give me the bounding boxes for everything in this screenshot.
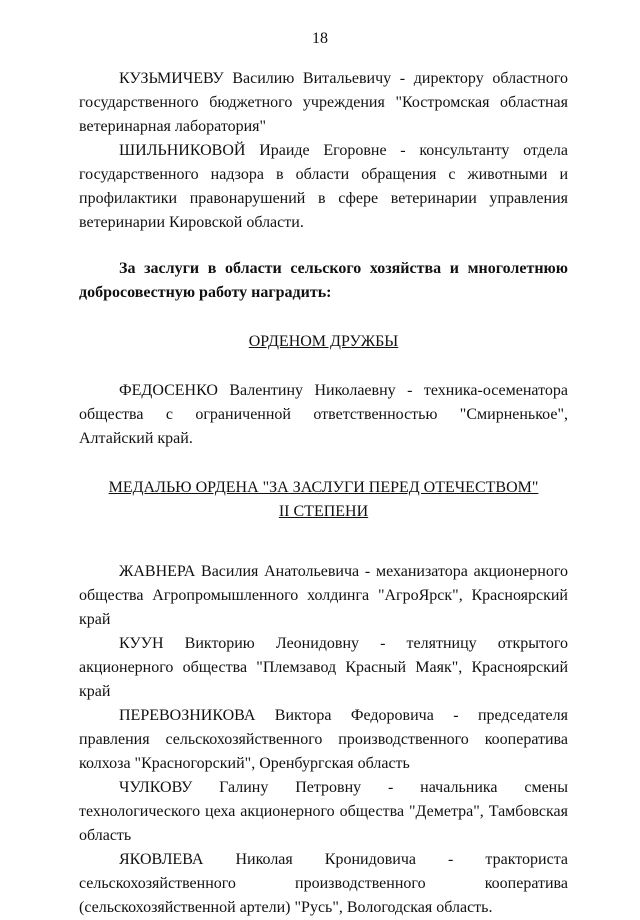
- award-entry-fedosenko: ФЕДОСЕНКО Валентину Николаевну - техника-осеменатора общества с ограниченной ответственностью "Смирненькое", Алтайский край.: [79, 382, 568, 447]
- award-entry-kuun: КУУН Викторию Леонидовну - телятницу открытого акционерного общества "Племзавод Красный Маяк", Красноярский край: [79, 635, 568, 700]
- award-entry-chulkova: ЧУЛКОВУ Галину Петровну - начальника смены технологического цеха акционерного общества "Деметра", Тамбовская область: [79, 779, 568, 844]
- order-of-friendship-title: ОРДЕНОМ ДРУЖБЫ: [248, 333, 399, 350]
- award-entry-kuzmichev: КУЗЬМИЧЕВУ Василию Витальевичу - директору областного государственного бюджетного учреждения "Костромская областная ветеринарная лаборатория": [79, 70, 568, 135]
- medal-title-line-1: МЕДАЛЬЮ ОРДЕНА "ЗА ЗАСЛУГИ ПЕРЕД ОТЕЧЕСТВОМ": [108, 479, 539, 496]
- award-entry-shilnikova: ШИЛЬНИКОВОЙ Ираиде Егоровне - консультанту отдела государственного надзора в области обращения с животными и профилактики правонарушений в сфере ветеринарии управления ветеринарии Кировской области.: [79, 142, 568, 231]
- award-entry-perevoznikov: ПЕРЕВОЗНИКОВА Виктора Федоровича - председателя правления сельскохозяйственного производственного кооператива колхоза "Красногорский", Оренбургская область: [79, 707, 568, 772]
- page-number: 18: [312, 30, 328, 47]
- award-entry-yakovlev: ЯКОВЛЕВА Николая Кронидовича - тракториста сельскохозяйственного производственного кооператива (сельскохозяйственной артели) "Русь", Вологодская область.: [79, 851, 568, 916]
- award-entry-zhavner: ЖАВНЕРА Василия Анатольевича - механизатора акционерного общества Агропромышленного холдинга "АгроЯрск", Красноярский край: [79, 563, 568, 628]
- document-body: [79, 67, 568, 920]
- medal-title-line-2: II СТЕПЕНИ: [278, 503, 369, 520]
- section-heading: За заслуги в области сельского хозяйства и многолетнюю добросовестную работу наградить:: [79, 260, 568, 301]
